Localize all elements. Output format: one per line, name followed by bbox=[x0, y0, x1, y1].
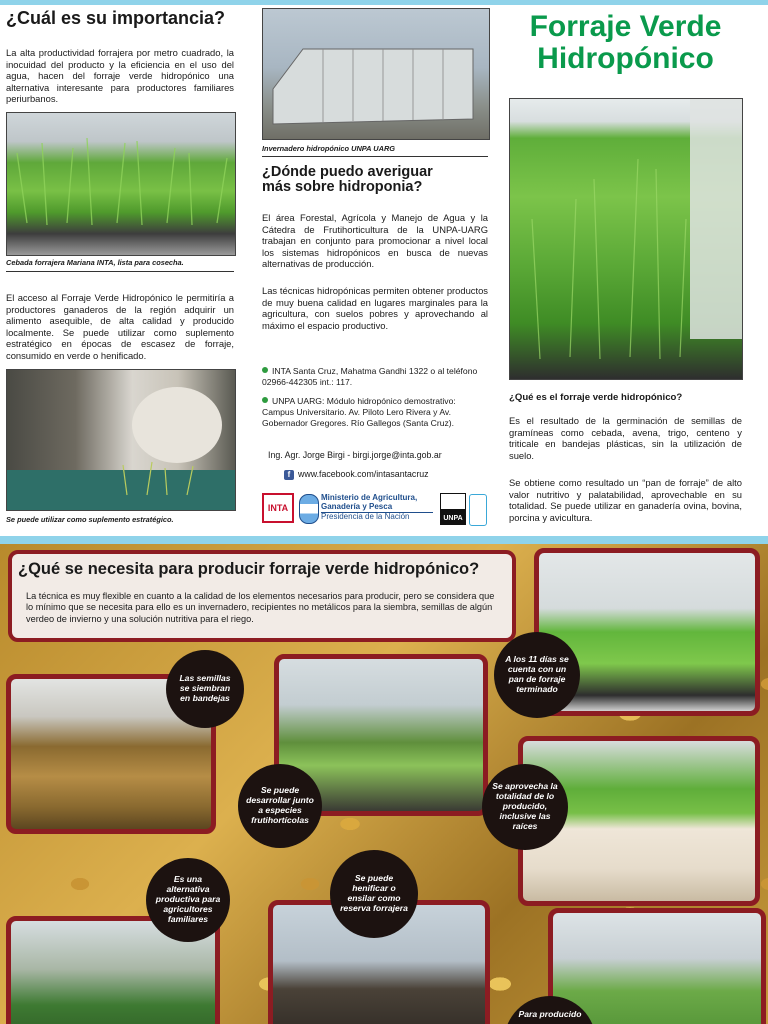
bubble-whole-usage: Se aprovecha la totalidad de lo producido, inclusive las raíces bbox=[482, 764, 568, 850]
bubble-family-farmers: Es una alternativa productiva para agricultores familiares bbox=[146, 858, 230, 942]
sheep-eating-photo bbox=[6, 369, 236, 511]
where-paragraph-1: El área Forestal, Agrícola y Manejo de Agua y la Cátedra de Frutihorticultura de la UNPA-UARG trabajan en conjunto para promocionar a nivel local los sistemas hidropónicos en busca de nuevas alternativas de producción. bbox=[262, 212, 488, 270]
where-title: ¿Dónde puedo averiguar más sobre hidroponia? bbox=[262, 164, 433, 196]
main-title-line-1: Forraje Verde bbox=[529, 10, 722, 43]
barley-tray-photo bbox=[6, 112, 236, 256]
unpa-logo-text: UNPA bbox=[443, 515, 463, 522]
left-divider bbox=[6, 271, 234, 272]
ministry-line-3: Presidencia de la Nación bbox=[321, 512, 433, 522]
importance-paragraph: La alta productividad forrajera por metro cuadrado, la inocuidad del producto y la eficiencia en el uso del agua, hacen del forraje verde hidropónico una alternativa interesante para productores familiares periurbanos. bbox=[6, 47, 234, 105]
facebook-link[interactable] bbox=[284, 469, 429, 480]
where-paragraph-2: Las técnicas hidropónicas permiten obtener productos de muy buena calidad en lugares marginales para la agricultura, con suelos pobres y aprovechando al máximo el espacio productivo. bbox=[262, 285, 488, 331]
contact-inta bbox=[262, 366, 488, 388]
barley-photo-caption: Cebada forrajera Mariana INTA, lista para cosecha. bbox=[6, 258, 184, 267]
requirements-paragraph: La técnica es muy flexible en cuanto a la calidad de los elementos necesarios para producir, pero se considera que lo mínimo que se necesita para ello es un invernadero, recipientes no metálicos para la siembra, semillas de algún verdeo de invierno y una solución nutritiva para el riego. bbox=[26, 591, 495, 624]
bubble-fruit-species: Se puede desarrollar junto a especies frutihortícolas bbox=[238, 764, 322, 848]
bubble-hay-silage: Se puede henificar o ensilar como reserva forrajera bbox=[330, 850, 418, 938]
middle-column bbox=[262, 5, 490, 536]
main-title bbox=[509, 11, 742, 76]
upper-panel bbox=[0, 5, 768, 536]
infographic-panel bbox=[0, 544, 768, 1024]
greenhouse-photo-caption: Invernadero hidropónico UNPA UARG bbox=[262, 144, 396, 153]
ministry-logo bbox=[321, 494, 433, 522]
contact-unpa-text: UNPA UARG: Módulo hidropónico demostrativo: Campus Universitario. Av. Piloto Lero Rivera y Av. Gobernador Gregores. Río Gallegos (Santa Cruz). bbox=[262, 396, 456, 428]
right-column bbox=[509, 5, 742, 536]
main-title-line-2: Hidropónico bbox=[537, 42, 714, 76]
logos-row bbox=[262, 491, 490, 527]
greenhouse-photo bbox=[262, 8, 490, 140]
requirements-title: ¿Qué se necesita para producir forraje verde hidropónico? bbox=[18, 560, 480, 578]
ministry-line-2: Ganadería y Pesca bbox=[321, 501, 393, 511]
middle-divider bbox=[262, 156, 488, 157]
unpa-seal-icon bbox=[469, 494, 487, 526]
greenhouse-crops-photo bbox=[548, 908, 766, 1024]
bubble-seeds-trays: Las semillas se siembran en bandejas bbox=[166, 650, 244, 728]
requirements-box bbox=[8, 550, 516, 642]
facebook-url: www.facebook.com/intasantacruz bbox=[298, 469, 429, 479]
contact-email[interactable]: Ing. Agr. Jorge Birgi - birgi.jorge@inta.gob.ar bbox=[268, 450, 442, 460]
access-paragraph: El acceso al Forraje Verde Hidropónico le permitiría a productores ganaderos de la región adquirir un alimento asequible, de alta calidad y producido localmente. Se puede utilizar como suplemento estratégico en épocas de escasez de forraje, consumido en verde o henificado. bbox=[6, 292, 234, 361]
forage-carpet-photo bbox=[509, 98, 743, 380]
bullet-icon bbox=[262, 367, 268, 373]
argentina-seal-icon bbox=[299, 494, 319, 524]
section-separator bbox=[0, 536, 768, 544]
importance-title: ¿Cuál es su importancia? bbox=[6, 8, 226, 28]
left-column bbox=[6, 5, 236, 536]
unpa-logo bbox=[440, 493, 466, 525]
what-is-paragraph-2: Se obtiene como resultado un “pan de forraje” de alto valor nutritivo y palatabilidad, aprovechable en su totalidad. Se puede utilizar en ganadería ovina, bovina, porcina y avicultura. bbox=[509, 477, 742, 523]
inta-logo-text: INTA bbox=[267, 503, 289, 513]
contact-unpa bbox=[262, 396, 488, 429]
ministry-line-1: Ministerio de Agricultura, bbox=[321, 493, 418, 502]
contact-inta-text: INTA Santa Cruz, Mahatma Gandhi 1322 o al teléfono 02966-442305 int.: 117. bbox=[262, 366, 478, 387]
what-is-subtitle: ¿Qué es el forraje verde hidropónico? bbox=[509, 392, 683, 403]
bullet-icon bbox=[262, 397, 268, 403]
bubble-eleven-days: A los 11 días se cuenta con un pan de forraje terminado bbox=[494, 632, 580, 718]
facebook-icon: f bbox=[284, 470, 294, 480]
what-is-paragraph-1: Es el resultado de la germinación de semillas de gramíneas como cebada, avena, trigo, centeno y triticale en bandejas plásticas, sin la utilización de suelo. bbox=[509, 415, 742, 461]
bubble-partial: Para producido bbox=[504, 996, 596, 1024]
inta-logo bbox=[262, 493, 294, 523]
sheep-photo-caption: Se puede utilizar como suplemento estratégico. bbox=[6, 515, 174, 524]
